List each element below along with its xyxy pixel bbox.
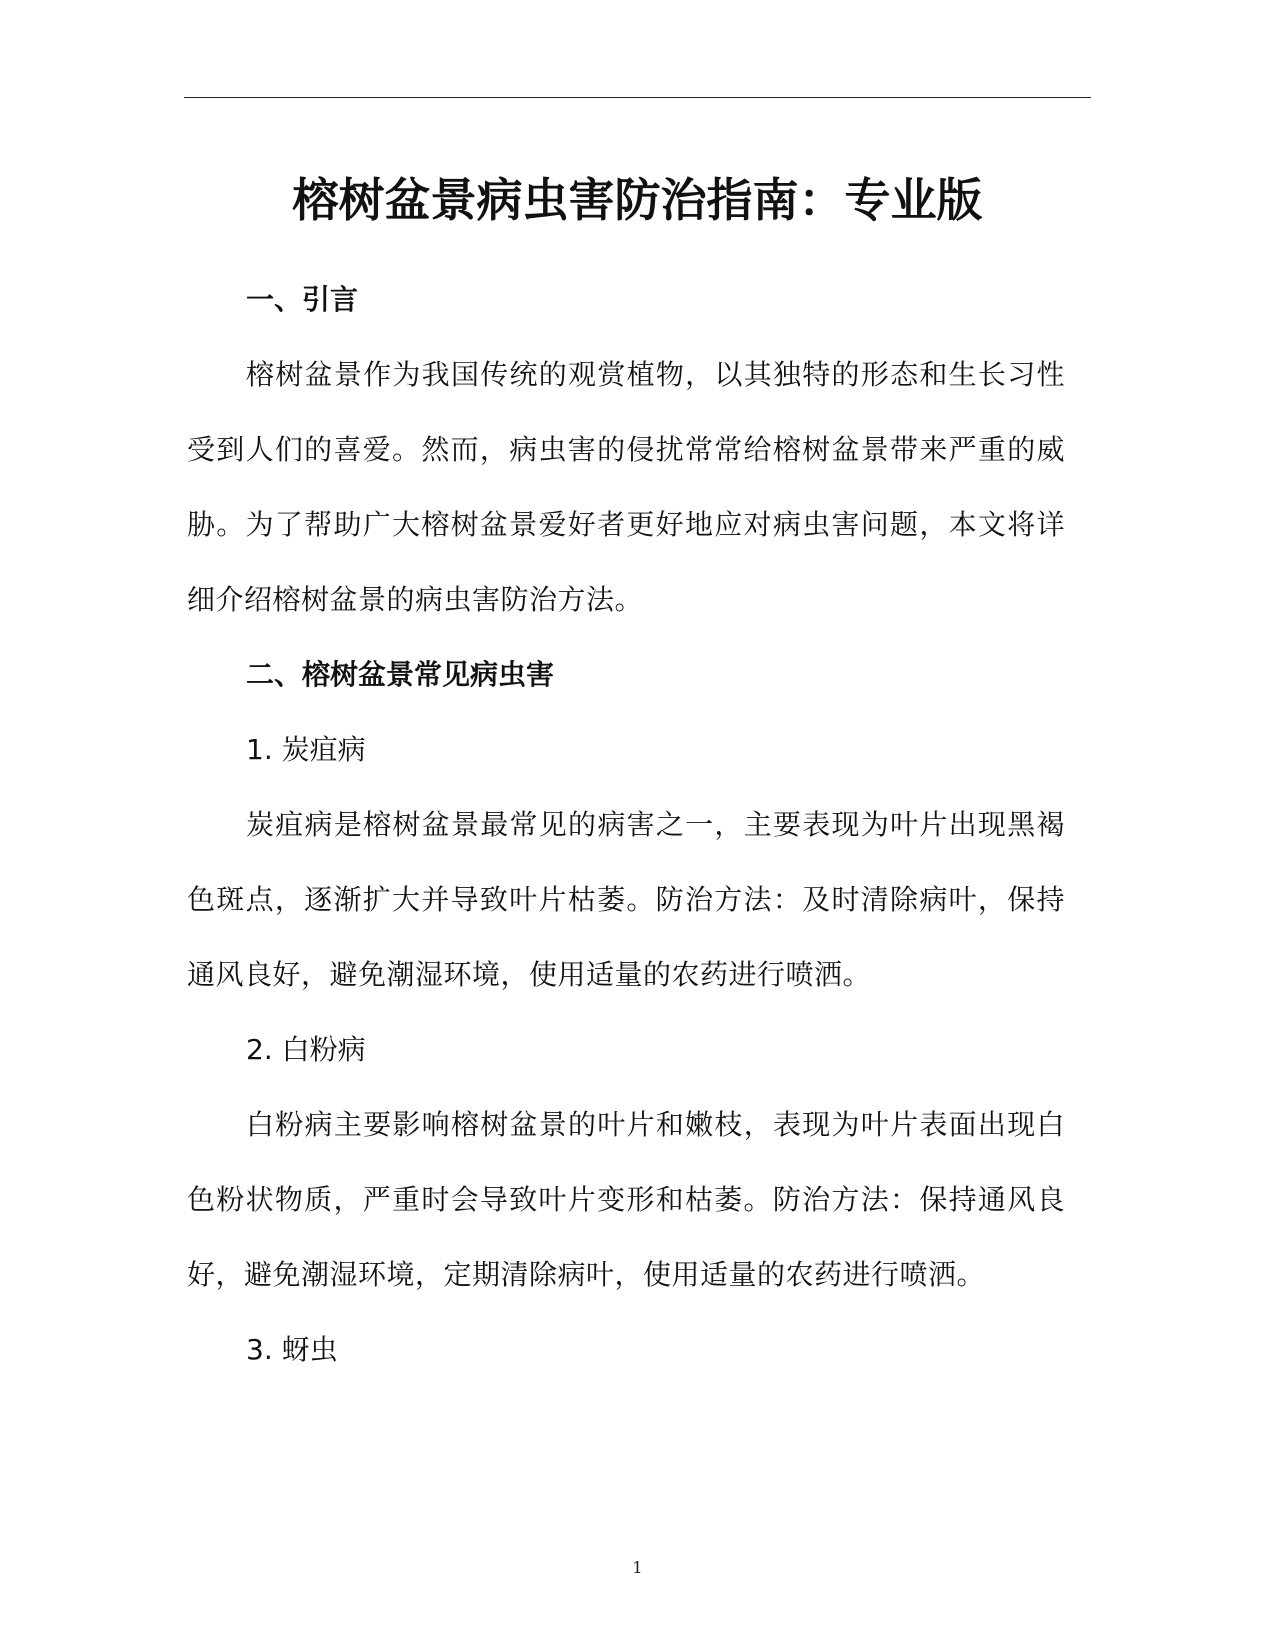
section-heading-common-pests: 二、榕树盆景常见病虫害 — [246, 658, 555, 691]
item-title-powdery-mildew: 2. 白粉病 — [246, 1033, 366, 1066]
anthracnose-paragraph: 炭疽病是榕树盆景最常见的病害之一，主要表现为叶片出现黑褐色斑点，逐渐扩大并导致叶片枯萎。防治方法：及时清除病叶，保持通风良好，避免潮湿环境，使用适量的农药进行喷洒。 — [187, 808, 1065, 991]
intro-paragraph: 榕树盆景作为我国传统的观赏植物，以其独特的形态和生长习性受到人们的喜爱。然而，病虫害的侵扰常常给榕树盆景带来严重的威胁。为了帮助广大榕树盆景爱好者更好地应对病虫害问题，本文将详细介绍榕树盆景的病虫害防治方法。 — [187, 358, 1065, 616]
document-body — [187, 262, 1065, 1387]
page-title: 榕树盆景病虫害防治指南：专业版 — [292, 173, 983, 227]
item-title-anthracnose: 1. 炭疽病 — [246, 733, 366, 766]
powdery-mildew-paragraph: 白粉病主要影响榕树盆景的叶片和嫩枝，表现为叶片表面出现白色粉状物质，严重时会导致叶片变形和枯萎。防治方法：保持通风良好，避免潮湿环境，定期清除病叶，使用适量的农药进行喷洒。 — [187, 1108, 1065, 1291]
section-heading-intro: 一、引言 — [246, 283, 359, 316]
page-number: 1 — [632, 1558, 643, 1577]
header-rule — [184, 97, 1091, 98]
item-title-aphids: 3. 蚜虫 — [246, 1333, 338, 1366]
